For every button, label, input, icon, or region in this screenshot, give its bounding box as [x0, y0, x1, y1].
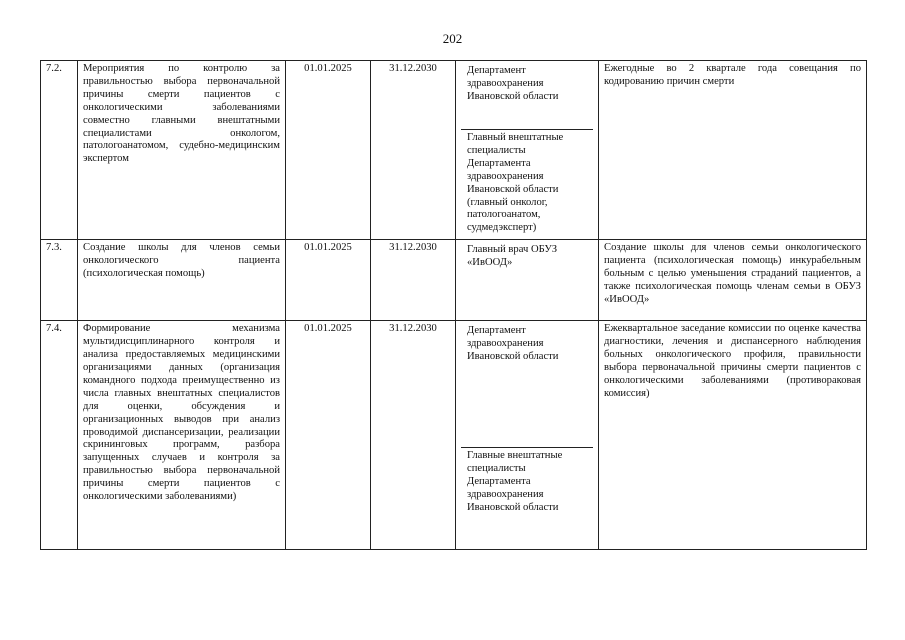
- start-date: 01.01.2025: [286, 240, 371, 321]
- responsible-cell: [456, 61, 599, 240]
- action-description: Мероприятия по контролю за правильностью выбора первоначальной причины смерти пациентов с онкологическими заболеваниями совместно главными внештатными специалистами онкологом, патологоанатомом, судебно-медицинским экспертом: [78, 61, 286, 240]
- responsible-cell: [456, 321, 599, 550]
- row-number: 7.3.: [41, 240, 78, 321]
- end-date: 31.12.2030: [371, 61, 456, 240]
- responsible-executor: Главный внештатные специалисты Департамента здравоохранения Ивановской области (главный онколог, патологоанатом, судмедэксперт): [461, 129, 593, 237]
- table-row: [41, 321, 867, 550]
- row-number: 7.4.: [41, 321, 78, 550]
- expected-result: Ежегодные во 2 квартале года совещания по кодированию причин смерти: [599, 61, 867, 240]
- responsible-executor: Главный врач ОБУЗ «ИвООД»: [467, 244, 558, 269]
- table-row: [41, 240, 867, 321]
- start-date: 01.01.2025: [286, 321, 371, 550]
- end-date: 31.12.2030: [371, 321, 456, 550]
- action-description: Формирование механизма мультидисциплинарного контроля и анализа предоставляемых медицинскими организациями данных (организация командного подхода преимущественно из числа главных внештатных специалистов для оценки, обсуждения и организационных выводов при анализ проводимой диспансеризации, реализации скрининговых программ, разбора запущенных случаев и контроля за правильностью выбора первоначальной причины смерти пациентов с онкологическими заболеваниями): [78, 321, 286, 550]
- expected-result: Ежеквартальное заседание комиссии по оценке качества диагностики, лечения и диспансерного наблюдения больных онкологического профиля, правильности выбора первоначальной причины смерти пациентов с онкологическими заболеваниями (противораковая комиссия): [599, 321, 867, 550]
- page-number: 202: [442, 31, 463, 46]
- end-date: 31.12.2030: [371, 240, 456, 321]
- responsible-executor: Главные внештатные специалисты Департамента здравоохранения Ивановской области: [461, 447, 593, 547]
- responsible-executor: Департамент здравоохранения Ивановской области: [467, 65, 559, 102]
- action-description: Создание школы для членов семьи онкологического пациента (психологическая помощь): [78, 240, 286, 321]
- row-number: 7.2.: [41, 61, 78, 240]
- expected-result: Создание школы для членов семьи онкологического пациента (психологическая помощь) инкурабельным больным с целью уменьшения страданий пациентов, а также психологическая помощь членам семьи в ОБУЗ «ИвООД»: [599, 240, 867, 321]
- table-row: [41, 61, 867, 240]
- start-date: 01.01.2025: [286, 61, 371, 240]
- responsible-cell: [456, 240, 599, 321]
- responsible-executor: Департамент здравоохранения Ивановской области: [467, 325, 559, 363]
- action-plan-table: [40, 60, 867, 550]
